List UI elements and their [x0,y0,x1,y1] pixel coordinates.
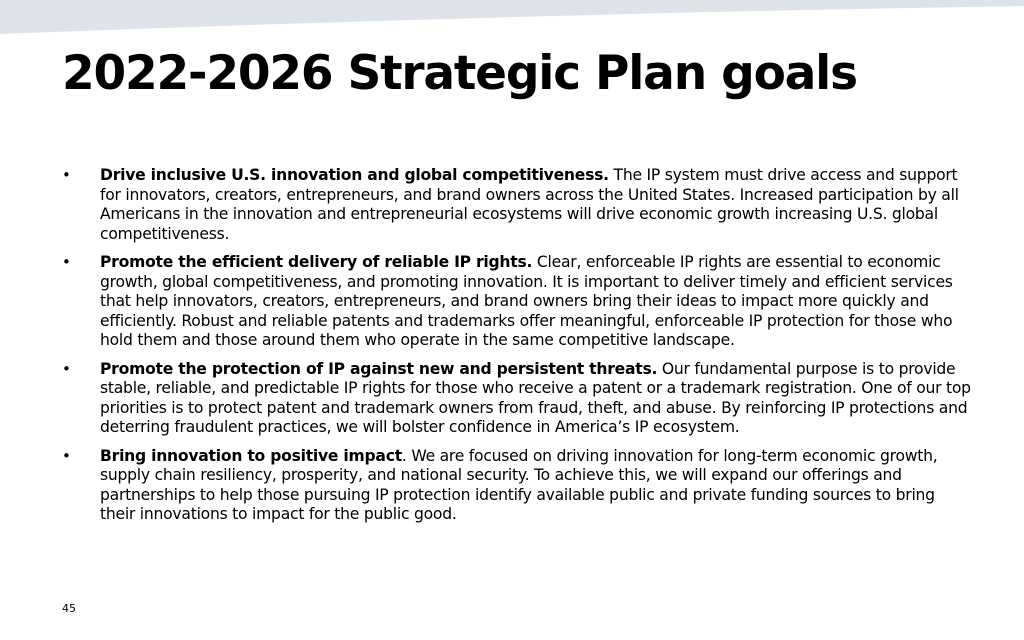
goal-heading: Promote the efficient delivery of reliable IP rights. [100,253,533,271]
goal-heading: Bring innovation to positive impact [100,446,402,465]
goal-body: . We are focused on driving innovation for long-term economic growth, supply chain resiliency, prosperity, and national security. To achieve this, we will expand our offerings and partnerships to help those pursuing IP protection identify available public and private funding sources to bring their innovations to impact for the public good. [100,446,938,523]
goal-item [62,166,972,244]
goal-heading: Promote the protection of IP against new and persistent threats. [100,359,658,378]
bullet-icon: • [62,446,71,465]
goal-body: Our fundamental purpose is to provide stable, reliable, and predictable IP rights for those who receive a patent or a trademark registration. One of our top priorities is to protect patent and trademark owners from fraud, theft, and abuse. By reinforcing IP protections and deterring fraudulent practices, we will bolster confidence in America’s IP ecosystem. [100,359,971,436]
goal-item [62,447,972,525]
goal-item [62,253,972,351]
slide-title: 2022-2026 Strategic Plan goals [62,46,857,101]
goal-body: Clear, enforceable IP rights are essential to economic growth, global competitiveness, and promoting innovation. It is important to deliver timely and efficient services that help innovators, creators, entrepreneurs, and brand owners bring their ideas to impact more quickly and efficiently. Robust and reliable patents and trademarks offer meaningful, enforceable IP protection for those who hold them and those around them who operate in the same competitive landscape. [100,253,953,349]
goal-item [62,360,972,438]
header-accent-shape [0,0,1024,36]
goal-heading: Drive inclusive U.S. innovation and global competitiveness. [100,166,609,184]
bullet-icon: • [62,359,71,378]
goal-body: The IP system must drive access and support for innovators, creators, entrepreneurs, and brand owners across the United States. Increased participation by all Americans in the innovation and entrepreneurial ecosystems will drive economic growth increasing U.S. global competitiveness. [100,166,959,243]
header-accent-path [0,0,1024,34]
page-number: 45 [62,602,76,615]
bullet-icon: • [62,166,71,184]
header-accent-band [0,0,1024,36]
goals-list [62,166,972,534]
bullet-icon: • [62,253,71,271]
